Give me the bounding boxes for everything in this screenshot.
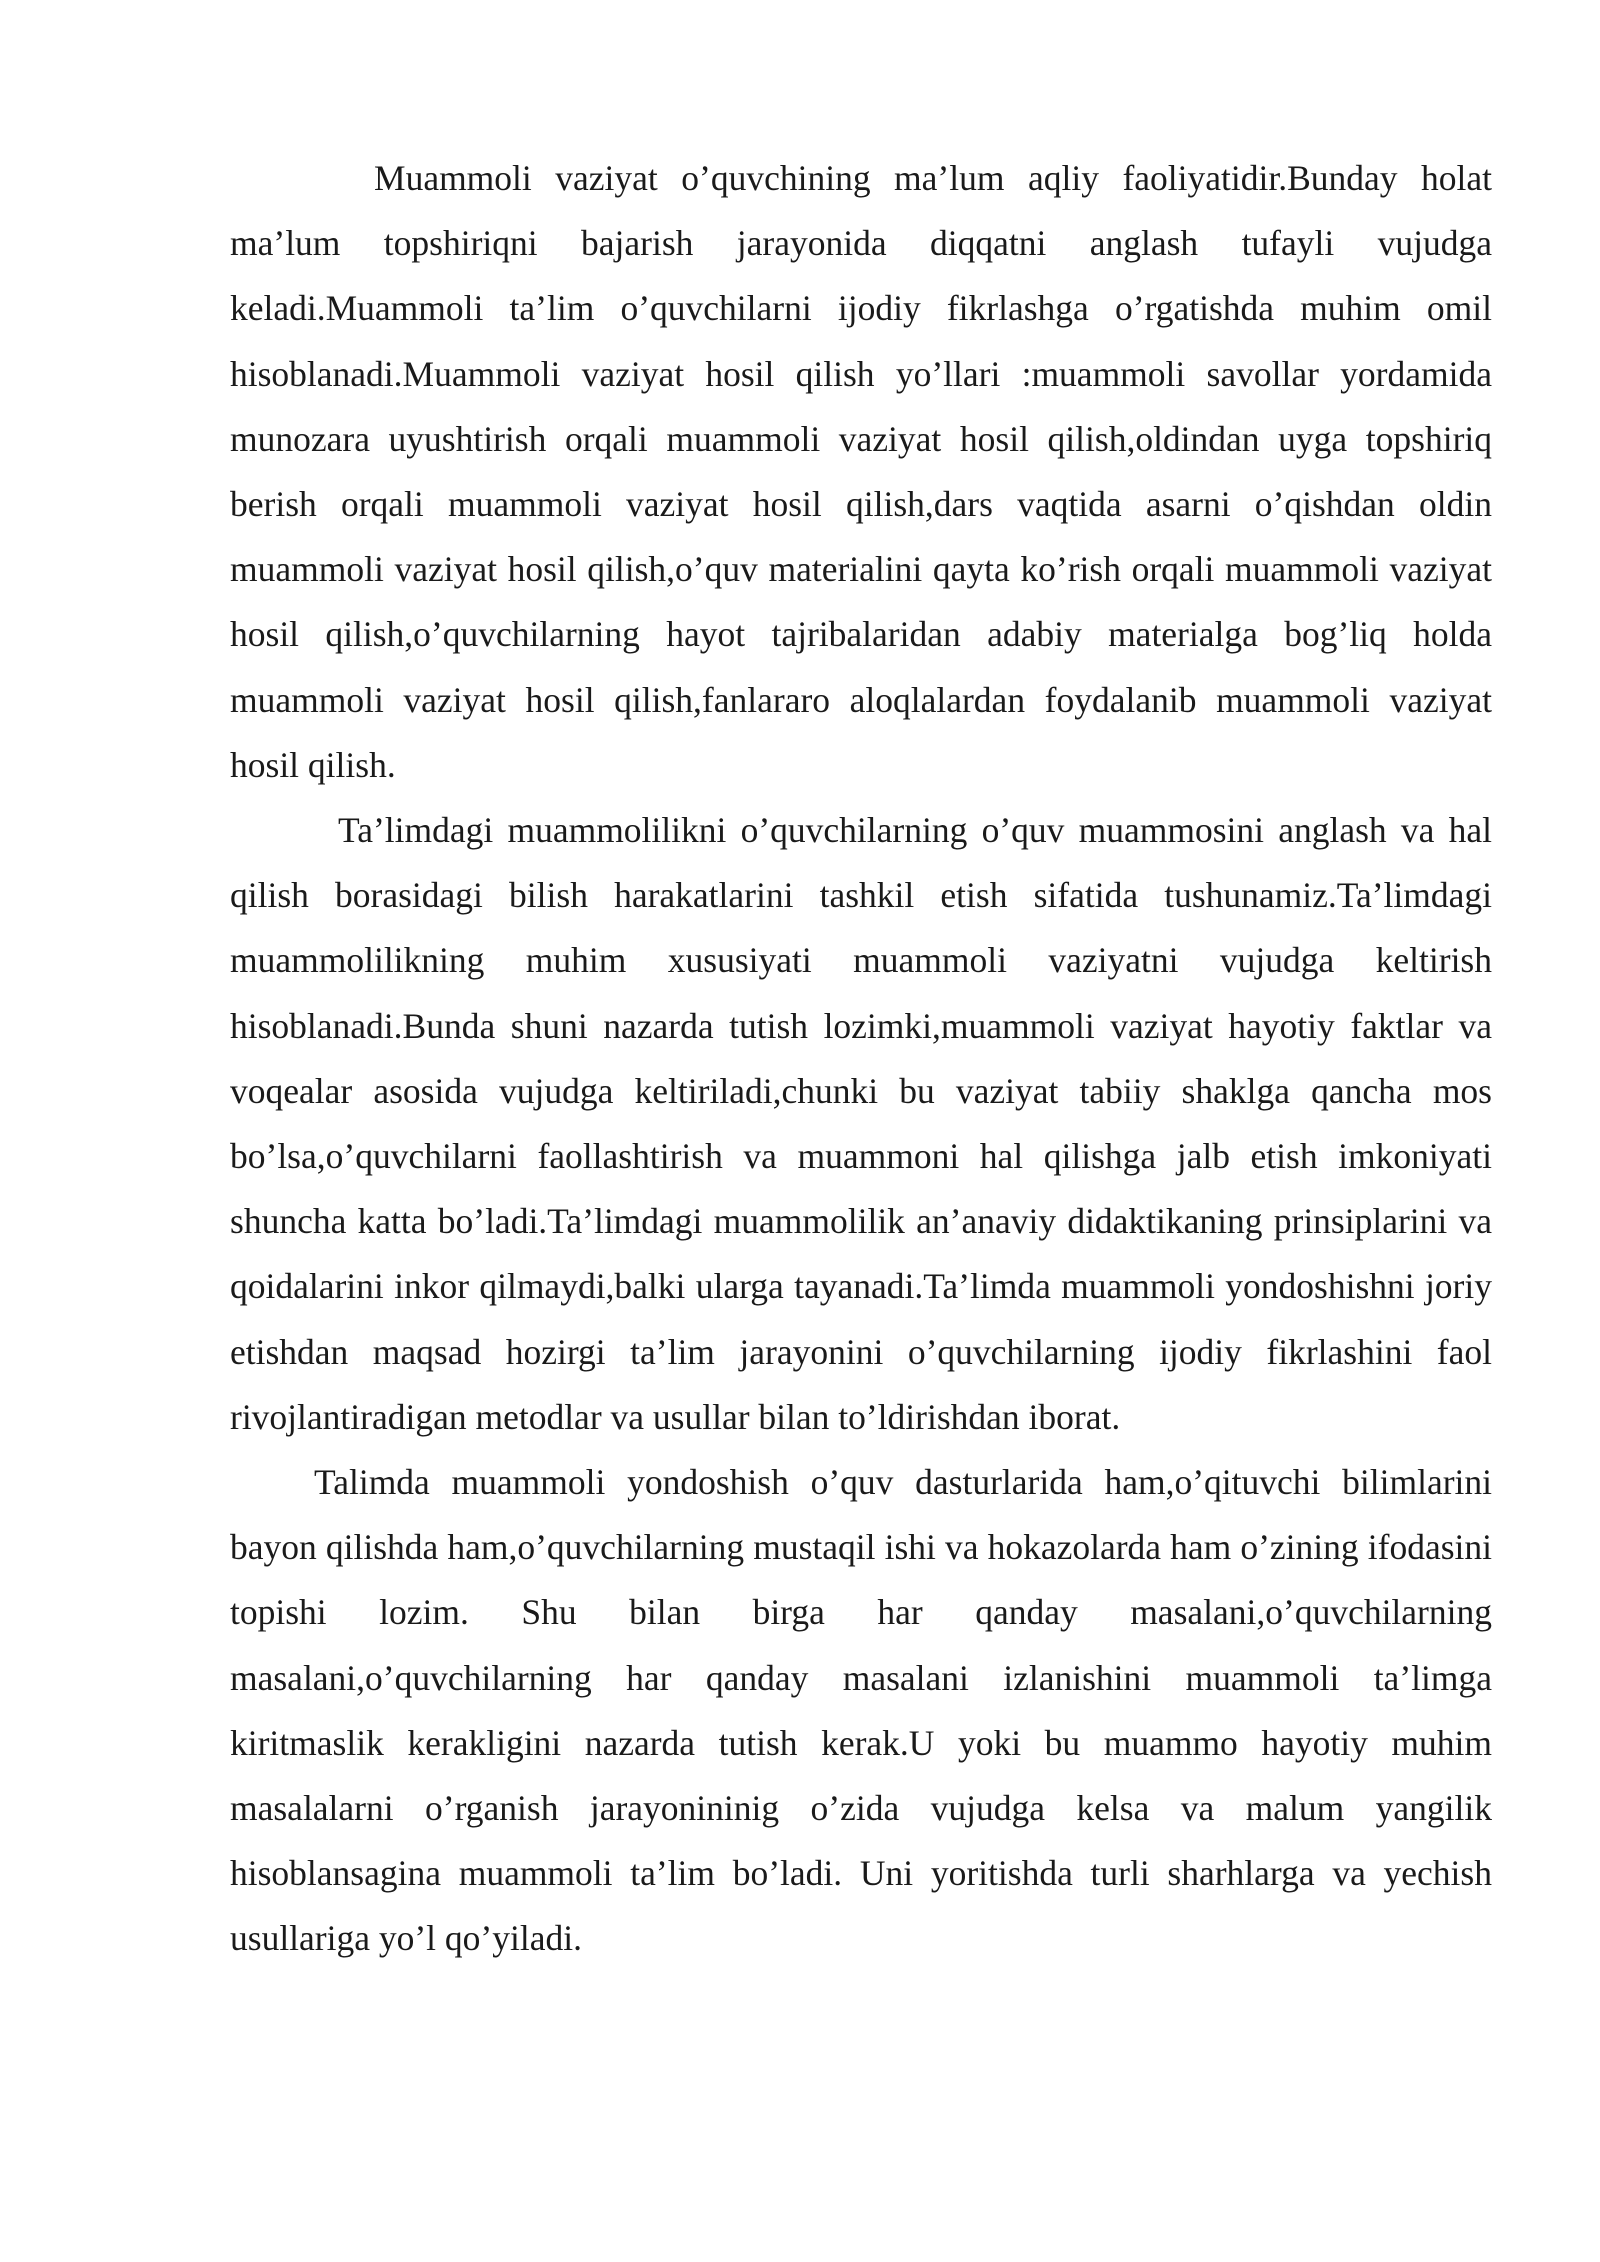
paragraph-3: Talimda muammoli yondoshish o’quv dasturlarida ham,o’qituvchi bilimlarini bayon qilishda ham,o’quvchilarning mustaqil ishi va hokazolarda ham o’zining ifodasini topishi lozim. Shu bilan birga har qanday masalani,o’quvchilarning masalani,o’quvchilarning har qanday masalani izlanishini muammoli ta’limga kiritmaslik kerakligini nazarda tutish kerak.U yoki bu muammo hayotiy muhim masalalarni o’rganish jarayonininig o’zida vujudga kelsa va malum yangilik hisoblansagina muammoli ta’lim bo’ladi. Uni yoritishda turli sharhlarga va yechish usullariga yo’l qo’yiladi. — [230, 1462, 1492, 1959]
paragraph-2: Ta’limdagi muammolilikni o’quvchilarning o’quv muammosini anglash va hal qilish borasidagi bilish harakatlarini tashkil etish sifatida tushunamiz.Ta’limdagi muammolilikning muhim xususiyati muammoli vaziyatni vujudga keltirish hisoblanadi.Bunda shuni nazarda tutish lozimki,muammoli vaziyat hayotiy faktlar va voqealar asosida vujudga keltiriladi,chunki bu vaziyat tabiiy shaklga qancha mos bo’lsa,o’quvchilarni faollashtirish va muammoni hal qilishga jalb etish imkoniyati shuncha katta bo’ladi.Ta’limdagi muammolilik an’anaviy didaktikaning prinsiplarini va qoidalarini inkor qilmaydi,balki ularga tayanadi.Ta’limda muammoli yondoshishni joriy etishdan maqsad hozirgi ta’lim jarayonini o’quvchilarning ijodiy fikrlashini faol rivojlantiradigan metodlar va usullar bilan to’ldirishdan iborat. — [230, 810, 1492, 1437]
document-body — [230, 146, 1492, 1972]
paragraph-1: Muammoli vaziyat o’quvchining ma’lum aqliy faoliyatidir.Bunday holat ma’lum topshiriqni bajarish jarayonida diqqatni anglash tufayli vujudga keladi.Muammoli ta’lim o’quvchilarni ijodiy fikrlashga o’rgatishda muhim omil hisoblanadi.Muammoli vaziyat hosil qilish yo’llari :muammoli savollar yordamida munozara uyushtirish orqali muammoli vaziyat hosil qilish,oldindan uyga topshiriq berish orqali muammoli vaziyat hosil qilish,dars vaqtida asarni o’qishdan oldin muammoli vaziyat hosil qilish,o’quv materialini qayta ko’rish orqali muammoli vaziyat hosil qilish,o’quvchilarning hayot tajribalaridan adabiy materialga bog’liq holda muammoli vaziyat hosil qilish,fanlararo aloqlalardan foydalanib muammoli vaziyat hosil qilish. — [230, 158, 1492, 785]
